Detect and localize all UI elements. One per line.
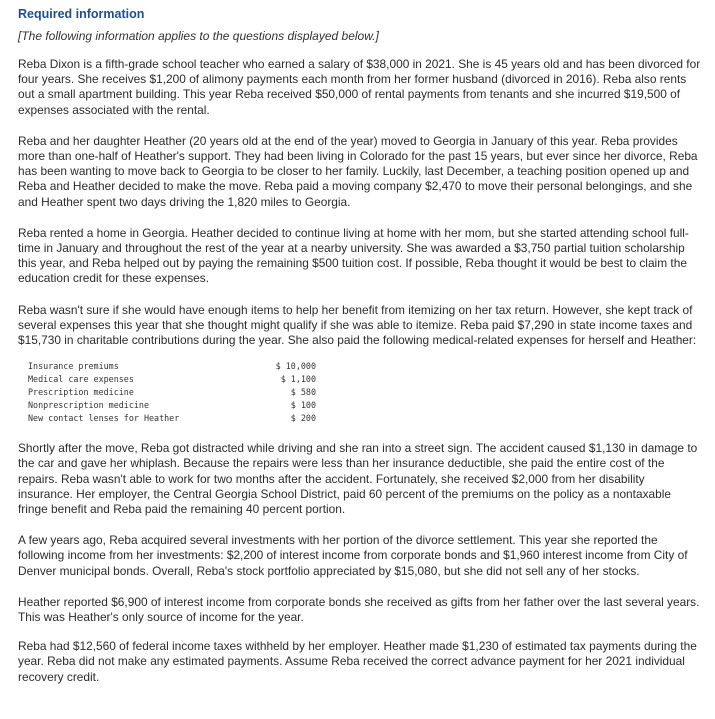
table-row <box>28 360 318 373</box>
expense-amount: $ 580 <box>290 387 316 398</box>
expense-label: New contact lenses for Heather <box>28 413 180 424</box>
table-row <box>28 399 318 412</box>
expense-amount: $ 100 <box>290 400 316 411</box>
instructions-note: [The following information applies to the questions displayed below.] <box>18 29 379 43</box>
paragraph-accident: Shortly after the move, Reba got distracted while driving and she ran into a street sign. The accident caused $1,130 in damage to the car and gave her whiplash. Because the repairs were less than her insurance deductible, she paid the entire cost of the repairs. Reba wasn't able to work for two months after the accident. Fortunately, she received $2,000 from her disability insurance. Her employer, the Central Georgia School District, paid 60 percent of the premiums on the policy as a nontaxable fringe benefit and Reba paid the remaining 40 percent portion. <box>18 441 698 517</box>
table-row <box>28 373 318 386</box>
section-heading: Required information <box>18 7 145 21</box>
expense-amount: $ 200 <box>290 413 316 424</box>
expense-label: Insurance premiums <box>28 361 119 372</box>
paragraph-education: Reba rented a home in Georgia. Heather decided to continue living at home with her mom, but she started attending school full-time in January and throughout the rest of the year at a nearby university. She was awarded a $3,750 partial tuition scholarship this year, and Reba helped out by paying the remaining $500 tuition cost. If possible, Reba thought it would be best to claim the education credit for these expenses. <box>18 225 689 286</box>
expense-label: Medical care expenses <box>28 374 134 385</box>
paragraph-heather-income: Heather reported $6,900 of interest income from corporate bonds she received as gifts from her father over the last several years. This was Heather's only source of income for the year. <box>18 594 700 625</box>
paragraph-investments: A few years ago, Reba acquired several investments with her portion of the divorce settlement. This year she reported the following income from her investments: $2,200 of interest income from corporate bonds and $1,960 interest income from City of Denver municipal bonds. Overall, Reba's stock portfolio appreciated by $15,080, but she did not sell any of her stocks. <box>18 533 688 578</box>
expense-label: Prescription medicine <box>28 387 134 398</box>
expense-amount: $ 1,100 <box>280 374 316 385</box>
table-row <box>28 386 318 399</box>
required-information-panel <box>18 6 702 701</box>
paragraph-withholding: Reba had $12,560 of federal income taxes withheld by her employer. Heather made $1,230 of estimated tax payments during the year. Reba did not make any estimated payments. Assume Reba received the correct advance payment for her 2021 individual recovery credit. <box>18 639 697 684</box>
paragraph-income: Reba Dixon is a fifth-grade school teacher who earned a salary of $38,000 in 2021. She is 45 years old and has been divorced for four years. She receives $1,200 of alimony payments each month from her former husband (divorced in 2016). Reba also rents out a small apartment building. This year Reba received $50,000 of rental payments from tenants and she incurred $19,500 of expenses associated with the rental. <box>18 57 701 117</box>
medical-expenses-table <box>28 360 318 425</box>
table-row <box>28 412 318 425</box>
paragraph-move: Reba and her daughter Heather (20 years old at the end of the year) moved to Georgia in January of this year. Reba provides more than one-half of Heather's support. They had been living in Colorado for the past 15 years, but ever since her divorce, Reba has been wanting to move back to Georgia to be closer to her family. Luckily, last December, a teaching position opened up and Reba and Heather decided to make the move. Reba paid a moving company $2,470 to move their personal belongings, and she and Heather spent two days driving the 1,820 miles to Georgia. <box>18 133 698 209</box>
expense-amount: $ 10,000 <box>275 361 316 372</box>
expense-label: Nonprescription medicine <box>28 400 150 411</box>
paragraph-itemized: Reba wasn't sure if she would have enough items to help her benefit from itemizing on her tax return. However, she kept track of several expenses this year that she thought might qualify if she was able to itemize. Reba paid $7,290 in state income taxes and $15,730 in charitable contributions during the year. She also paid the following medical-related expenses for herself and Heather: <box>18 302 697 348</box>
